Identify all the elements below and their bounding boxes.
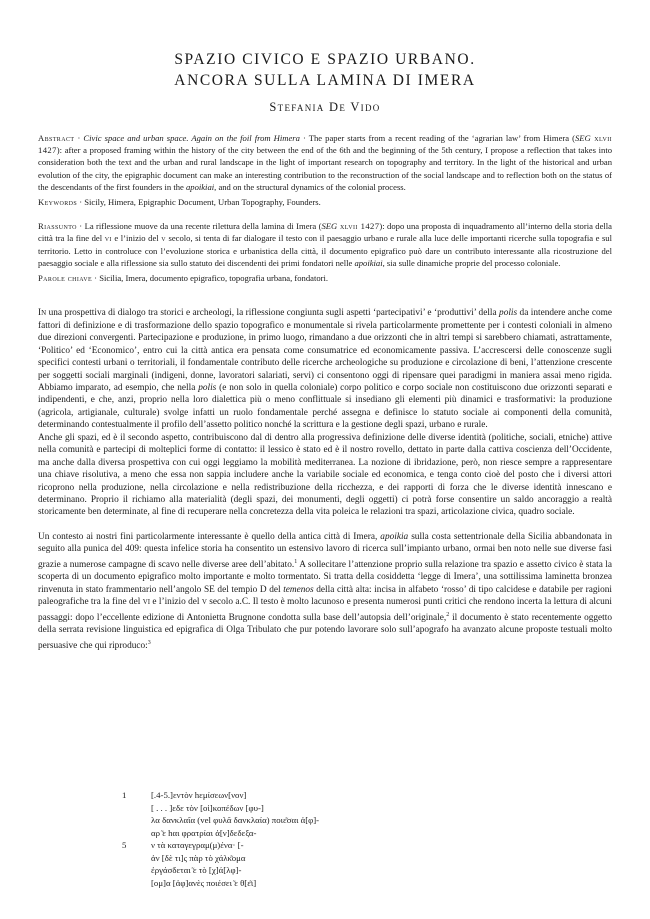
paragraph-dropcap: In [38, 308, 47, 319]
parole-chiave-label: Parole chiave [38, 273, 93, 284]
para3-text-c: A sollecitare l’attenzione proprio sulla relazione tra spazio e assetto civico è stata la scoperta di un documento epigrafico molto importante e molto tormentato. Si tratta della cosiddetta ‘legge di Imera’, una sottilissima laminetta bronzea rinvenuta in stato frammentario nell’angolo SE del tempio D del [38, 559, 613, 595]
inscription-text: αρ ͂ε hαι φρατρίαι ἀ[ν]δεδεξα- [151, 827, 257, 838]
inscription-line [38, 827, 612, 840]
riassunto-text-1: · La riflessione muove da una recente rilettura della lamina di Imera ( [76, 221, 322, 232]
abstract-text-1: · The paper starts from a recent reading of the ‘agrarian law’ from Himera ( [299, 133, 575, 143]
para1-text-b: da intendere anche come fattori di definizione e di trasformazione dello spazio topografico e monumentale si rivela particolarmente promettente per i contesti coloniali in almeno due direzioni convergenti. Partecipazione e produzione, in primo luogo, rimandano a due orizzonti che in altri tempi si sarebbero chiamati, astrattamente, ‘Politico’ ed ‘Economico’, entro cui la città antica era pensata come consumatrice ed economicamente passiva. L’accrescersi delle conoscenze sugli specifici contesti urbani o territoriali, il fondamentale contributo delle ricerche archeologiche su produzione e circolazione di beni, l’attenzione crescente per soggetti sociali marginali (indigeni, donne, lavoratori salariati, servi) ci consentono oggi di ripensare quei paradigmi in maniera assai meno rigida. Abbiamo imparato, ad esempio, che nella [38, 308, 612, 393]
para3-century-v: v [201, 597, 207, 608]
riassunto-century-vi: vi [104, 233, 112, 244]
footnote-ref-2[interactable]: 2 [446, 611, 450, 618]
riassunto-text-4: secolo, si tenta di far dialogare il testo con il paesaggio urbano e rurale alla luce delle importanti ricerche sulla topografia e sul territorio. Letto in controluce con l’evoluzione storica e urbanistica della città, il documento epigrafico può dare un contributo interessante alla ricostruzione del paesaggio sociale e alla riflessione sia sullo statuto dei discendenti dei primi fondatori nelle [38, 233, 612, 268]
para3-text-e: e l’inizio del [150, 597, 202, 608]
footnote-ref-1[interactable]: 1 [294, 558, 298, 565]
riassunto [38, 220, 612, 269]
riassunto-century-v: v [161, 233, 166, 244]
riassunto-ref: xlvii 1427 [337, 221, 380, 232]
inscription-text: [ομ]α [ἀφ]ανὲς ποιέσει ͂ε θ[ε͂ι] [151, 877, 257, 888]
abstract-apoikiai: apoikiai [185, 181, 215, 192]
abstract [38, 132, 612, 193]
para3-text-f: secolo a.C. Il testo è molto lacunoso e presenta numerosi punti critici che rendono incerta la lettura di alcuni passaggi: dopo l’eccellente edizione di Antonietta Brugnone condotta sulla base dell’autopsia dell’originale, [38, 597, 613, 623]
inscription-text: ἀν [δὲ τι]ς πὰρ τὸ χάλκ͂ομα [151, 852, 246, 863]
inscription-line [38, 802, 612, 815]
para1-polis-2: polis [198, 382, 217, 393]
keywords-label: Keywords [38, 197, 78, 208]
riassunto-label: Riassunto [38, 221, 77, 232]
para3-century-vi: vi [142, 597, 151, 608]
line-number: 1 [122, 790, 127, 800]
parole-chiave [38, 272, 612, 284]
body-paragraph-3 [38, 531, 612, 652]
inscription-text: [.4-5.]εντὸν hεμίσεων[νον] [151, 790, 247, 800]
inscription-line [38, 852, 612, 865]
para3-text-d: della città alta: incisa in alfabeto ‘rosso’ di tipo calcidese e databile per ragioni paleografiche tra la fine del [38, 584, 612, 608]
keywords-text: · Sicily, Himera, Epigraphic Document, Urban Topography, Founders. [77, 197, 321, 208]
greek-inscription [38, 789, 612, 889]
line-number: 5 [122, 840, 127, 850]
body-paragraph-1 [38, 307, 612, 432]
article-title-line-1: SPAZIO CIVICO E SPAZIO URBANO. [174, 51, 476, 68]
abstract-text-3: , and on the structural dynamics of the colonial process. [214, 181, 406, 192]
abstract-ref: xlvii 1427 [38, 133, 612, 156]
abstract-label: Abstract [38, 133, 75, 143]
parole-chiave-text: · Sicilia, Imera, documento epigrafico, topografia urbana, fondatori. [92, 273, 329, 284]
riassunto-ref-italic: SEG [321, 221, 338, 232]
inscription-line [38, 877, 612, 890]
riassunto-text-3: e l’inizio del [111, 233, 162, 244]
para3-temenos: temenos [283, 584, 314, 595]
abstract-separator: · [74, 133, 84, 143]
inscription-text: [ . . . ]εδε τὸν [οἰ]κοπέδων [φυ-] [151, 802, 264, 813]
article-title-line-2: ANCORA SULLA LAMINA DI IMERA [174, 72, 476, 89]
abstract-title: Civic space and urban space. Again on the foil from Himera [83, 133, 300, 143]
inscription-line [38, 864, 612, 877]
body-paragraph-2: Anche gli spazi, ed è il secondo aspetto, contribuiscono dal di dentro alla progressiva definizione delle diverse identità (politiche, sociali, etniche) attive nella comunità e partecipi di molteplici forme di contatto: il lessico è stato ed è il nostro rovello, dettato in parte dalla cattiva coscienza dell’Occidente, ma anche dalla diversa prospettiva con cui oggi leggiamo la mobilità mediterranea. La nozione di ibridazione, però, non riesce sempre a rappresentare una chiave risolutiva, a meno che essa non sappia includere anche la variabile sociale ed economica, e tenga conto cioè del posto che i diversi attori ricoprono nella produzione, nella circolazione e nella redistribuzione della ricchezza, e dei rapporti di forza che le diverse identità innescano e determinano. Proprio il richiamo alla materialità (degli spazi, dei monumenti, degli oggetti) ci potrà forse consentire un saldo ancoraggio a realtà storicamente ben determinate, al fine di recuperare nella concretezza della vita poleica le relazioni tra spazi, articolazione civica, quadro sociale. [38, 432, 612, 518]
para3-text-g: il documento è stato recentemente oggetto della serrata revisione linguistica ed epigrafica di Olga Tribulato che pur potendo lavorare solo sull’apografo ha avanzato alcune proposte testuali molto persuasive che qui riproduco: [38, 612, 612, 651]
footnote-ref-3[interactable]: 3 [147, 639, 151, 646]
para3-text-a: Un contesto ai nostri fini particolarmente interessante è quello della antica città di Imera, [38, 531, 381, 542]
riassunto-text-2: ): dopo una proposta di inquadramento all’interno della storia della città tra la fine del [38, 221, 612, 244]
inscription-text: ν τὰ καταγεγραμ(μ)ένα· [- [151, 840, 244, 850]
author-name: Stefania De Vido [269, 100, 381, 114]
inscription-line [38, 789, 612, 802]
riassunto-text-5: , sia sulle dinamiche proprie del processo coloniale. [382, 257, 561, 268]
inscription-text: ἐργάσδεται ͂ε τὸ [χ]ά[λφ]- [151, 865, 242, 875]
abstract-text-2: ): after a proposed framing within the history of the city between the end of the 6th and the beginning of the 5th century, I propose a reflection that takes into consideration both the text and the urban and rural landscape in the light of important research on topography and territory. In the light of the historical and urban evolution of the city, the epigraphic document can make an interesting contribution to the reconstruction of the social landscape and to reflection both on the status of the descendants of the first founders in the [38, 145, 612, 192]
para1-polis: polis [499, 308, 518, 319]
inscription-line [38, 839, 612, 852]
inscription-line [38, 814, 612, 827]
para1-text-a: una prospettiva di dialogo tra storici e archeologi, la riflessione congiunta sugli aspetti ‘partecipativi’ e ‘produttivi’ della [46, 308, 500, 319]
keywords [38, 196, 612, 208]
inscription-text: λα δανκλαῖα (vel φυλᾶ δανκλαία) ποιε͂σαι ἀ[φ]- [151, 815, 320, 825]
para3-apoikia: apoikia [380, 531, 409, 542]
page [38, 0, 612, 652]
para1-text-c: (e non solo in quella coloniale) corpo politico e corpo sociale non costituiscono due orizzonti separati e indipendenti, e che, anzi, proprio nella loro dialettica più o meno conflittuale si insediano gli elementi più dinamici e trasformativi: la produzione (agricola, artigianale, culturale) svolge infatti un ruolo fondamentale perché assegna e definisce lo statuto sociale ai componenti della comunità, determinando contestualmente il profilo dell’assetto politico nonché la scrittura e la gestione degli spazi, urbano e rurale. [38, 382, 612, 431]
abstract-ref-italic: SEG [575, 133, 591, 143]
riassunto-apoikiai: apoikiai [354, 257, 383, 268]
para3-text-b: sulla costa settentrionale della Sicilia abbandonata in seguito alla punica del 409: questa infelice storia ha consentito un estensivo lavoro di ricerca sull’impianto urbano, ormai ben noto nelle sue diverse fasi grazie a numerose campagne di scavo nelle diverse aree dell’abitato. [38, 531, 612, 570]
